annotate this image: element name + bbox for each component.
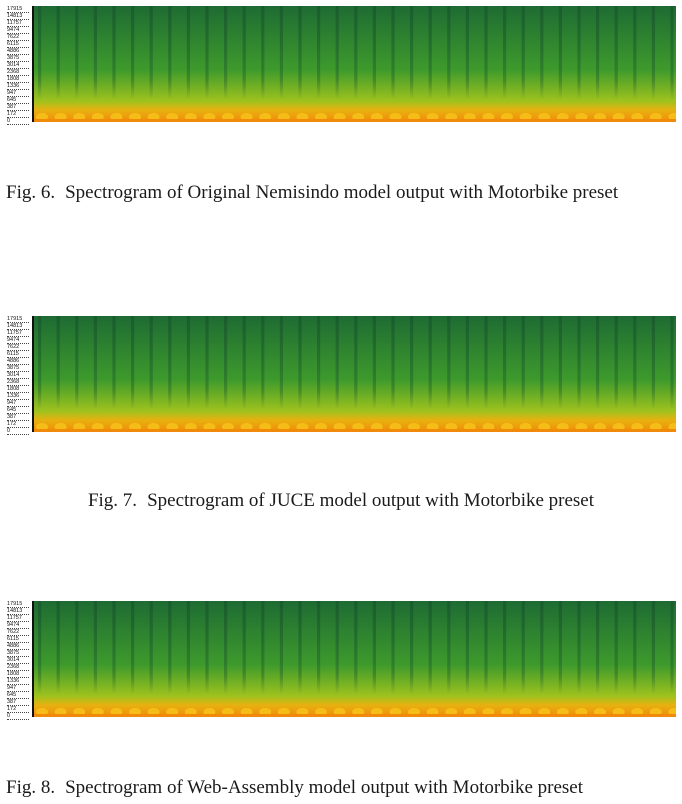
frequency-tick-label: 11757 xyxy=(7,615,29,622)
spectrogram-graphic xyxy=(34,6,676,122)
frequency-axis xyxy=(6,601,34,717)
frequency-tick-label: 947 xyxy=(7,90,29,97)
spectrogram-image xyxy=(6,6,676,122)
frequency-tick-label: 172 xyxy=(7,421,29,428)
frequency-tick-label: 3875 xyxy=(7,650,29,657)
frequency-tick-label: 1336 xyxy=(7,678,29,685)
frequency-tick-label: 3014 xyxy=(7,372,29,379)
frequency-tick-label: 14813 xyxy=(7,13,29,20)
frequency-tick-label: 172 xyxy=(7,111,29,118)
figure-8-caption xyxy=(6,776,676,800)
frequency-tick-label: 9474 xyxy=(7,27,29,34)
frequency-tick-label: 645 xyxy=(7,97,29,104)
frequency-tick-label: 387 xyxy=(7,699,29,706)
frequency-tick-label: 11757 xyxy=(7,20,29,27)
figure-8-spectrogram xyxy=(6,601,676,717)
frequency-tick-label: 387 xyxy=(7,414,29,421)
frequency-tick-label: 3014 xyxy=(7,62,29,69)
figure-6-caption xyxy=(6,181,676,205)
frequency-tick-label: 1336 xyxy=(7,393,29,400)
frequency-axis xyxy=(6,6,34,122)
figure-7-spectrogram xyxy=(6,316,676,432)
frequency-tick-label: 1808 xyxy=(7,76,29,83)
figure-caption-text: Spectrogram of Web-Assembly model output with Motorbike preset xyxy=(65,777,583,798)
frequency-tick-label: 3014 xyxy=(7,657,29,664)
frequency-tick-label: 17915 xyxy=(7,316,29,323)
frequency-tick-label: 4886 xyxy=(7,48,29,55)
frequency-tick-label: 9474 xyxy=(7,622,29,629)
figure-label: Fig. 7. xyxy=(87,490,138,511)
figure-label: Fig. 8. xyxy=(6,777,56,798)
figure-6-spectrogram xyxy=(6,6,676,122)
frequency-tick-label: 645 xyxy=(7,407,29,414)
frequency-tick-label: 1808 xyxy=(7,671,29,678)
frequency-tick-label: 4886 xyxy=(7,643,29,650)
frequency-tick-label: 947 xyxy=(7,685,29,692)
frequency-axis xyxy=(6,316,34,432)
frequency-tick-label: 6115 xyxy=(7,351,29,358)
frequency-tick-label: 1336 xyxy=(7,83,29,90)
frequency-tick-label: 2368 xyxy=(7,379,29,386)
frequency-tick-label: 0 xyxy=(7,428,29,435)
frequency-tick-label: 2368 xyxy=(7,664,29,671)
frequency-tick-label: 0 xyxy=(7,118,29,125)
frequency-tick-label: 11757 xyxy=(7,330,29,337)
spectrogram-plot xyxy=(34,601,676,717)
frequency-tick-label: 14813 xyxy=(7,608,29,615)
frequency-tick-label: 3875 xyxy=(7,365,29,372)
frequency-tick-label: 7622 xyxy=(7,34,29,41)
frequency-tick-label: 1808 xyxy=(7,386,29,393)
figure-label: Fig. 6. xyxy=(6,182,56,203)
frequency-tick-label: 387 xyxy=(7,104,29,111)
frequency-tick-label: 9474 xyxy=(7,337,29,344)
figure-caption-text: Spectrogram of JUCE model output with Motorbike preset xyxy=(147,490,595,511)
frequency-tick-label: 17915 xyxy=(7,6,29,13)
frequency-tick-label: 6115 xyxy=(7,636,29,643)
spectrogram-graphic xyxy=(34,316,676,432)
frequency-tick-label: 6115 xyxy=(7,41,29,48)
figure-caption-text: Spectrogram of Original Nemisindo model output with Motorbike preset xyxy=(65,182,619,203)
spectrogram-image xyxy=(6,316,676,432)
frequency-tick-label: 947 xyxy=(7,400,29,407)
spectrogram-image xyxy=(6,601,676,717)
frequency-tick-label: 0 xyxy=(7,713,29,720)
frequency-tick-label: 7622 xyxy=(7,344,29,351)
frequency-tick-label: 4886 xyxy=(7,358,29,365)
frequency-tick-label: 3875 xyxy=(7,55,29,62)
frequency-tick-label: 645 xyxy=(7,692,29,699)
frequency-tick-label: 2368 xyxy=(7,69,29,76)
frequency-tick-label: 7622 xyxy=(7,629,29,636)
spectrogram-plot xyxy=(34,6,676,122)
frequency-tick-label: 14813 xyxy=(7,323,29,330)
frequency-tick-label: 17915 xyxy=(7,601,29,608)
figure-7-caption xyxy=(6,489,676,513)
frequency-tick-label: 172 xyxy=(7,706,29,713)
spectrogram-graphic xyxy=(34,601,676,717)
spectrogram-plot xyxy=(34,316,676,432)
